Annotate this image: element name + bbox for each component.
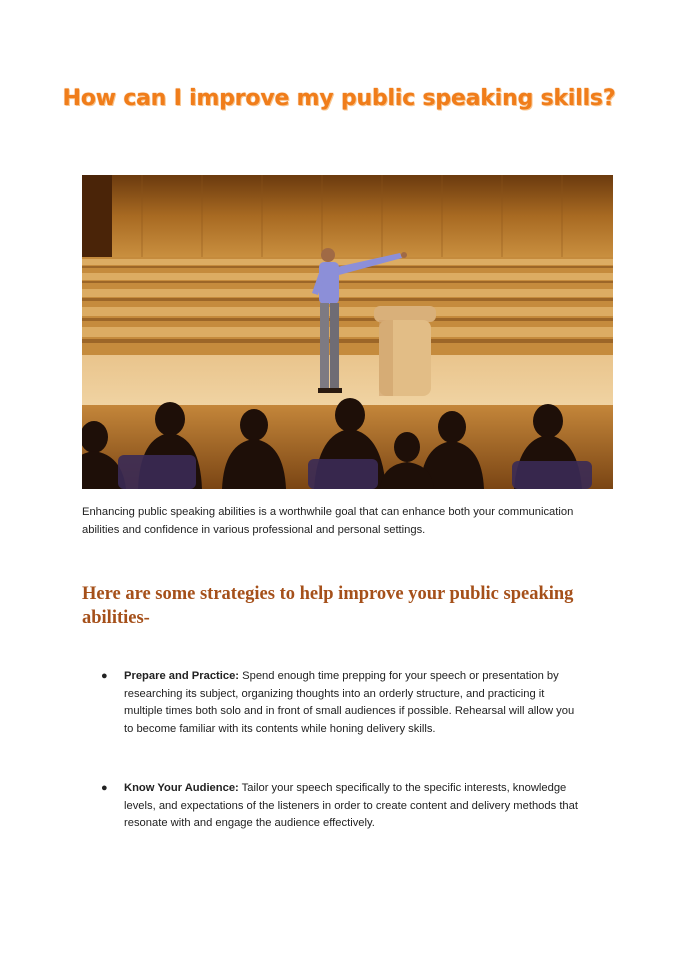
photo-illustration [82,175,613,489]
speaker-on-stage-photo [82,175,613,489]
bullet-text: Spend enough time prepping for your speech or presentation by researching its subject, organizing thoughts into an orderly structure, and practicing it multiple times both solo and in front of small audiences if possible. Rehearsal will allow you to become familiar with its contents while honing delivery skills. [124,670,575,736]
list-item [101,668,581,739]
list-item [101,780,581,833]
bullet-lead: Prepare and Practice: [124,670,240,682]
bullet-dot-icon: ● [101,782,108,794]
bullet-lead: Know Your Audience: [124,782,239,794]
bullet-dot-icon: ● [101,670,108,682]
intro-paragraph: Enhancing public speaking abilities is a worthwhile goal that can enhance both your communication abilities and confidence in various professional and personal settings. [82,506,574,536]
strategies-heading: Here are some strategies to help improve your public speaking abilities- [82,584,574,628]
bullet-text: Tailor your speech specifically to the specific interests, knowledge levels, and expectations of the listeners in order to create content and delivery methods that resonate with and engage the audience effectively. [124,782,578,830]
page-title: How can I improve my public speaking skills? [62,86,616,111]
